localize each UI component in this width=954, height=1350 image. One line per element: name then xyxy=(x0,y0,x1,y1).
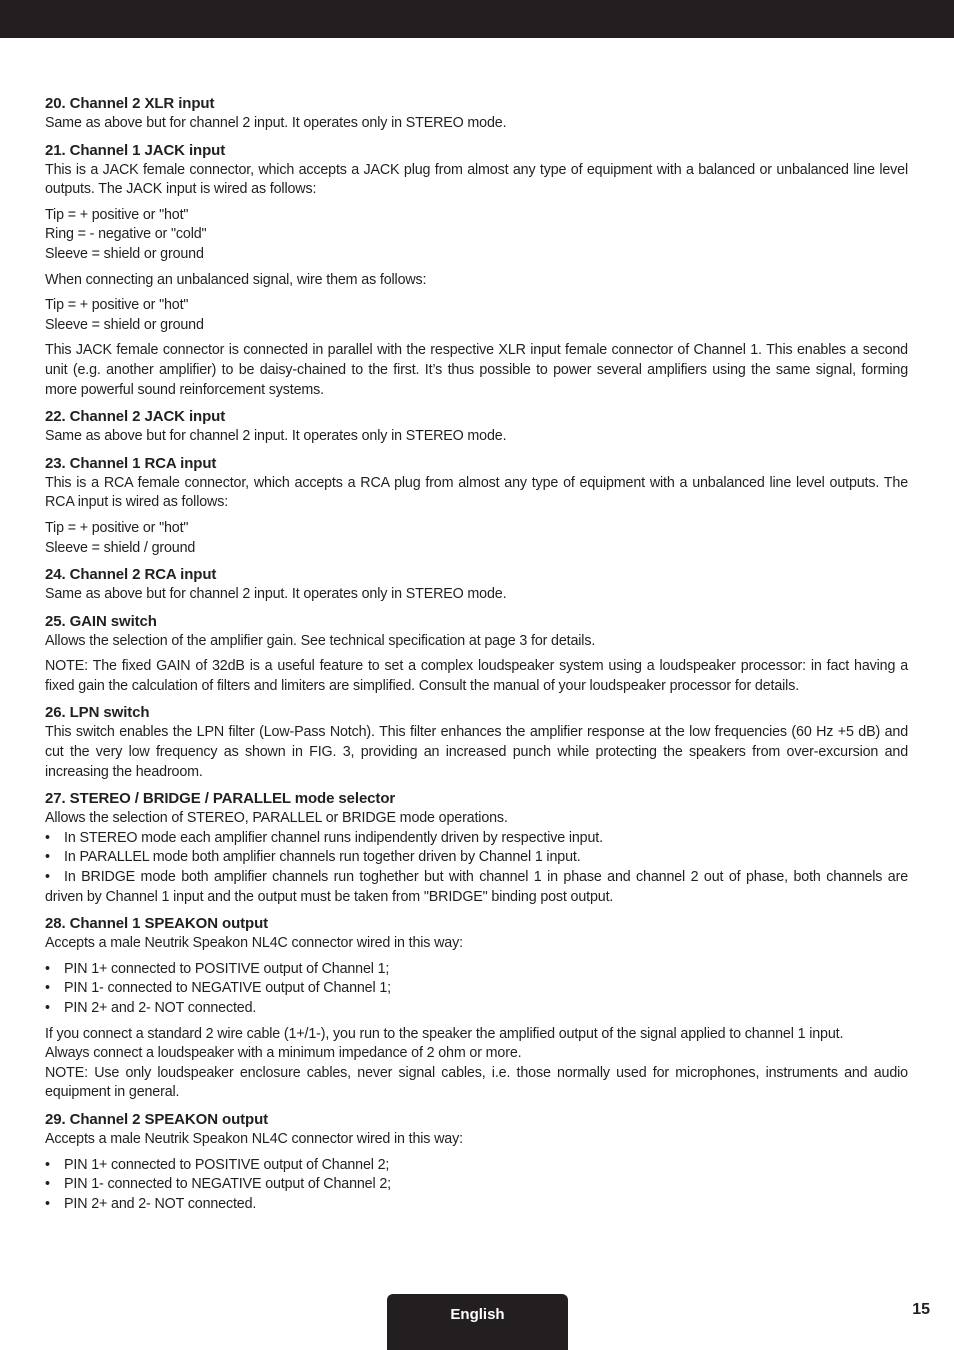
paragraph xyxy=(45,296,908,335)
text-line: Sleeve = shield / ground xyxy=(45,539,196,556)
paragraph xyxy=(45,1130,908,1150)
text-line: This switch enables the LPN filter (Low-Pass Notch). This filter enhances the amplifier response at the low frequencies (60 Hz +5 dB) and cut the very low frequency as shown in FIG. 3, providing an increased punch while protecting the speakers from over-excursion and increasing the headroom. xyxy=(45,724,908,780)
section xyxy=(45,564,908,605)
header-bar xyxy=(0,0,954,38)
bullet-text: In BRIDGE mode both amplifier channels run toghether but with channel 1 in phase and channel 2 out of phase, both channels are driven by Channel 1 input and the output must be taken from "BRIDGE" binding post output. xyxy=(45,869,908,905)
section xyxy=(45,406,908,447)
text-line: This is a JACK female connector, which accepts a JACK plug from almost any type of equipment with a balanced or unbalanced line level outputs. The JACK input is wired as follows: xyxy=(45,161,908,198)
bullet-item xyxy=(45,1156,908,1176)
paragraph xyxy=(45,1025,908,1103)
bullet-dot-icon: • xyxy=(45,1176,50,1193)
section xyxy=(45,93,908,134)
bullet-list xyxy=(45,960,908,1019)
bullet-dot-icon: • xyxy=(45,1000,50,1016)
section-heading: 21. Channel 1 JACK input xyxy=(45,141,226,159)
bullet-text: PIN 1+ connected to POSITIVE output of Channel 2; xyxy=(64,1156,390,1173)
manual-content xyxy=(45,93,908,1220)
language-tab xyxy=(387,1294,568,1350)
bullet-text: PIN 1+ connected to POSITIVE output of Channel 1; xyxy=(64,960,390,977)
text-line: Always connect a loudspeaker with a minimum impedance of 2 ohm or more. xyxy=(45,1045,522,1062)
bullet-item xyxy=(45,868,908,907)
bullet-dot-icon: • xyxy=(45,1156,50,1173)
paragraph xyxy=(45,585,908,605)
text-line: NOTE: Use only loudspeaker enclosure cables, never signal cables, i.e. those normally used for microphones, instruments and audio equipment in general. xyxy=(45,1064,908,1101)
bullet-item xyxy=(45,848,908,868)
section-heading: 29. Channel 2 SPEAKON output xyxy=(45,1110,269,1128)
bullet-item xyxy=(45,960,908,980)
bullet-text: PIN 2+ and 2- NOT connected. xyxy=(64,1195,257,1212)
section xyxy=(45,788,908,907)
bullet-dot-icon: • xyxy=(45,980,50,997)
paragraph xyxy=(45,271,908,291)
text-line: Tip = + positive or "hot" xyxy=(45,519,189,536)
paragraph xyxy=(45,474,908,513)
paragraph xyxy=(45,341,908,400)
bullet-item xyxy=(45,999,908,1019)
text-line: Allows the selection of the amplifier gain. See technical specification at page 3 for details. xyxy=(45,632,596,649)
section-heading: 28. Channel 1 SPEAKON output xyxy=(45,915,269,933)
section-heading: 24. Channel 2 RCA input xyxy=(45,566,217,584)
page-number: 15 xyxy=(912,1301,930,1318)
text-line: Accepts a male Neutrik Speakon NL4C connector wired in this way: xyxy=(45,1130,463,1147)
text-line: Sleeve = shield or ground xyxy=(45,316,204,333)
text-line: Allows the selection of STEREO, PARALLEL or BRIDGE mode operations. xyxy=(45,810,508,827)
text-line: Tip = + positive or "hot" xyxy=(45,206,189,223)
section xyxy=(45,702,908,782)
section-heading: 27. STEREO / BRIDGE / PARALLEL mode selector xyxy=(45,790,396,808)
text-line: Sleeve = shield or ground xyxy=(45,245,204,262)
text-line: This JACK female connector is connected in parallel with the respective XLR input female connector of Channel 1. This enables a second unit (e.g. another amplifier) to be daisy-chained to the first. It’s thus possible to power several amplifiers using the same signal, forming more powerful sound reinforcement systems. xyxy=(45,342,908,398)
section xyxy=(45,453,908,558)
paragraph xyxy=(45,632,908,652)
paragraph xyxy=(45,657,908,696)
paragraph xyxy=(45,809,908,829)
section-heading: 20. Channel 2 XLR input xyxy=(45,95,215,112)
text-line: When connecting an unbalanced signal, wire them as follows: xyxy=(45,271,427,288)
language-label: English xyxy=(450,1306,505,1323)
text-line: Same as above but for channel 2 input. It operates only in STEREO mode. xyxy=(45,428,507,445)
paragraph xyxy=(45,114,908,134)
bullet-text: PIN 1- connected to NEGATIVE output of Channel 2; xyxy=(64,1176,391,1193)
paragraph xyxy=(45,161,908,200)
bullet-dot-icon: • xyxy=(45,960,50,977)
bullet-dot-icon: • xyxy=(45,829,50,846)
bullet-item xyxy=(45,829,908,849)
section xyxy=(45,140,908,401)
paragraph xyxy=(45,723,908,782)
text-line: If you connect a standard 2 wire cable (1+/1-), you run to the speaker the amplified output of the signal applied to channel 1 input. xyxy=(45,1025,844,1042)
text-line: This is a RCA female connector, which accepts a RCA plug from almost any type of equipment with a unbalanced line level outputs. The RCA input is wired as follows: xyxy=(45,474,908,511)
bullet-item xyxy=(45,1195,908,1215)
paragraph xyxy=(45,934,908,954)
paragraph xyxy=(45,206,908,265)
section xyxy=(45,1109,908,1214)
paragraph xyxy=(45,519,908,558)
bullet-list xyxy=(45,1156,908,1215)
section-heading: 25. GAIN switch xyxy=(45,612,157,630)
bullet-text: In STEREO mode each amplifier channel runs indipendently driven by respective input. xyxy=(64,829,603,846)
bullet-text: In PARALLEL mode both amplifier channels run together driven by Channel 1 input. xyxy=(64,849,581,866)
bullet-dot-icon: • xyxy=(45,849,50,866)
paragraph xyxy=(45,427,908,447)
bullet-dot-icon: • xyxy=(45,869,50,886)
section xyxy=(45,611,908,697)
text-line: Tip = + positive or "hot" xyxy=(45,297,189,314)
text-line: NOTE: The fixed GAIN of 32dB is a useful feature to set a complex loudspeaker system using a loudspeaker processor: in fact having a fixed gain the calculation of filters and limiters are simplified. Consult the manual of your loudspeaker processor for details. xyxy=(45,658,908,694)
text-line: Ring = - negative or "cold" xyxy=(45,226,207,243)
text-line: Same as above but for channel 2 input. It operates only in STEREO mode. xyxy=(45,115,507,131)
section-heading: 22. Channel 2 JACK input xyxy=(45,408,226,426)
text-line: Accepts a male Neutrik Speakon NL4C connector wired in this way: xyxy=(45,935,463,952)
bullet-item xyxy=(45,1175,908,1195)
section-heading: 23. Channel 1 RCA input xyxy=(45,454,217,472)
section-heading: 26. LPN switch xyxy=(45,704,150,722)
bullet-item xyxy=(45,979,908,999)
bullet-text: PIN 1- connected to NEGATIVE output of Channel 1; xyxy=(64,980,391,997)
bullet-dot-icon: • xyxy=(45,1195,50,1212)
bullet-text: PIN 2+ and 2- NOT connected. xyxy=(64,1000,257,1016)
text-line: Same as above but for channel 2 input. It operates only in STEREO mode. xyxy=(45,586,507,603)
section xyxy=(45,913,908,1103)
bullet-list xyxy=(45,829,908,907)
